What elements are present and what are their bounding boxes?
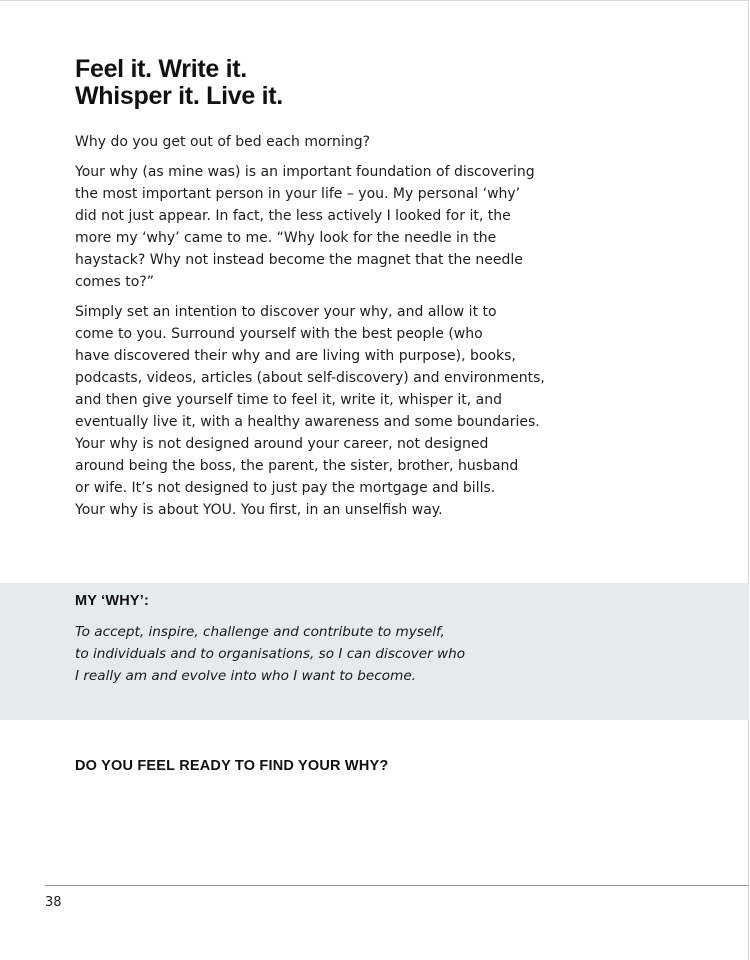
text-line: and then give yourself time to feel it, write it, whisper it, and: [75, 392, 502, 408]
paragraph-1: [75, 161, 535, 293]
text-line: did not just appear. In fact, the less actively I looked for it, the: [75, 208, 511, 224]
quote-line: To accept, inspire, challenge and contribute to myself,: [75, 624, 445, 640]
footer-divider: [45, 885, 749, 886]
my-why-quote: [75, 621, 465, 687]
text-line: more my ‘why’ came to me. “Why look for the needle in the: [75, 230, 497, 246]
text-line: haystack? Why not instead become the magnet that the needle: [75, 252, 523, 268]
text-line: around being the boss, the parent, the sister, brother, husband: [75, 458, 519, 474]
page-number: 38: [45, 895, 62, 910]
text-line: Your why (as mine was) is an important foundation of discovering: [75, 164, 535, 180]
body-text: [75, 131, 545, 529]
page-title: [75, 56, 283, 110]
text-line: eventually live it, with a healthy awareness and some boundaries.: [75, 414, 540, 430]
ready-question: DO YOU FEEL READY TO FIND YOUR WHY?: [75, 758, 389, 774]
quote-line: to individuals and to organisations, so I can discover who: [75, 646, 466, 662]
text-line: have discovered their why and are living with purpose), books,: [75, 348, 516, 364]
text-line: comes to?”: [75, 274, 154, 290]
paragraph-2: [75, 301, 545, 521]
title-line-2: Whisper it. Live it.: [75, 82, 283, 110]
text-line: or wife. It’s not designed to just pay the mortgage and bills.: [75, 480, 496, 496]
text-line: Your why is about YOU. You first, in an unselfish way.: [75, 502, 443, 518]
text-line: Your why is not designed around your career, not designed: [75, 436, 489, 452]
text-line: the most important person in your life – you. My personal ‘why’: [75, 186, 521, 202]
quote-line: I really am and evolve into who I want to become.: [75, 668, 417, 684]
intro-paragraph: Why do you get out of bed each morning?: [75, 134, 371, 150]
text-line: come to you. Surround yourself with the best people (who: [75, 326, 483, 342]
title-line-1: Feel it. Write it.: [75, 55, 247, 83]
text-line: podcasts, videos, articles (about self-discovery) and environments,: [75, 370, 545, 386]
my-why-label: MY ‘WHY’:: [75, 593, 150, 609]
text-line: Simply set an intention to discover your why, and allow it to: [75, 304, 497, 320]
